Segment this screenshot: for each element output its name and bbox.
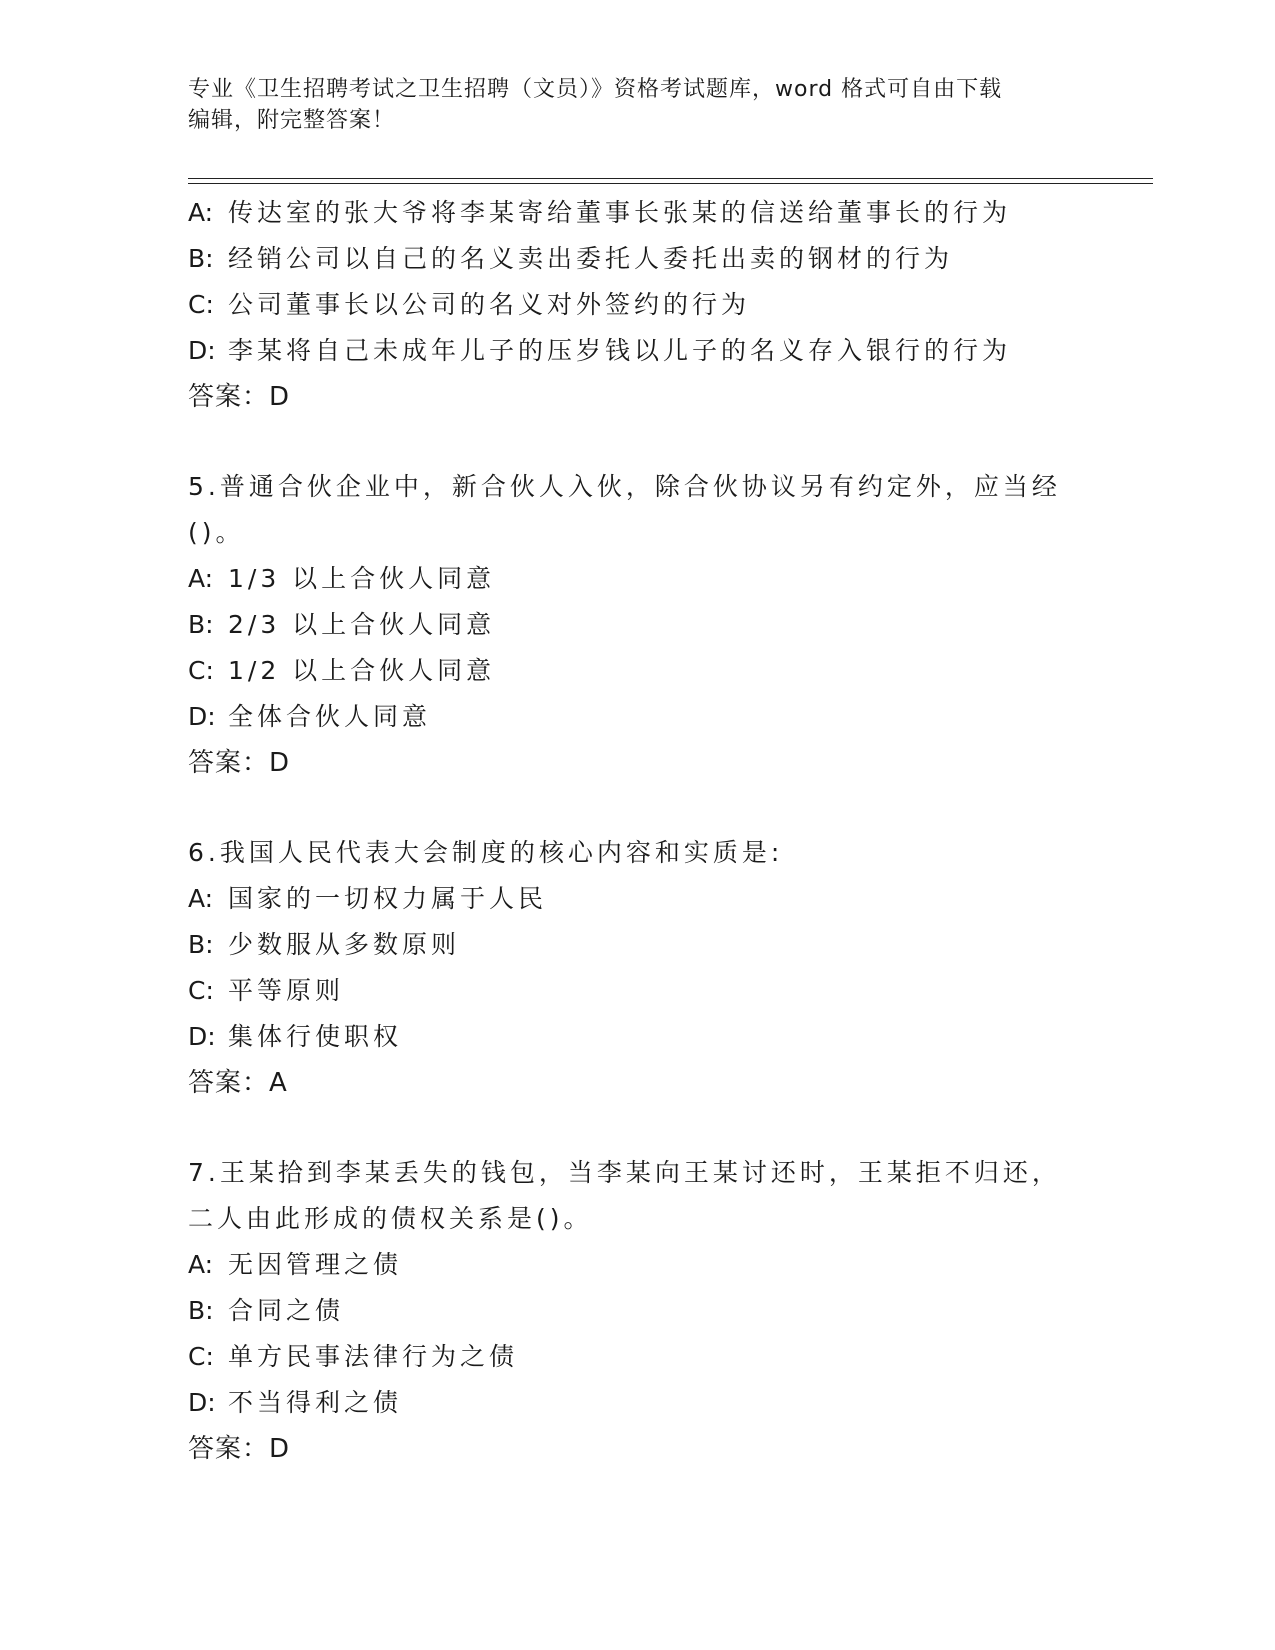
header-divider-top bbox=[188, 178, 1153, 179]
question-6 bbox=[188, 830, 1088, 1106]
option-b bbox=[188, 602, 1088, 648]
option-a bbox=[188, 190, 1088, 236]
option-b bbox=[188, 1288, 1088, 1334]
option-text: 传达室的张大爷将李某寄给董事长张某的信送给董事长的行为 bbox=[228, 198, 1012, 227]
question-5 bbox=[188, 464, 1088, 786]
spacer bbox=[188, 786, 1088, 830]
option-text: 全体合伙人同意 bbox=[228, 702, 432, 731]
option-d bbox=[188, 1380, 1088, 1426]
option-a bbox=[188, 876, 1088, 922]
option-text: 合同之债 bbox=[228, 1296, 345, 1325]
question-text-line-2: 二人由此形成的债权关系是()。 bbox=[188, 1204, 593, 1233]
option-letter: C: bbox=[188, 290, 214, 319]
question-list bbox=[188, 190, 1088, 1472]
option-c bbox=[188, 648, 1088, 694]
option-a bbox=[188, 1242, 1088, 1288]
question-text-line-1: 6.我国人民代表大会制度的核心内容和实质是: bbox=[188, 838, 784, 867]
option-letter: C: bbox=[188, 976, 214, 1005]
option-letter: A: bbox=[188, 1250, 214, 1279]
option-letter: D: bbox=[188, 1388, 216, 1417]
option-letter: C: bbox=[188, 1342, 214, 1371]
option-letter: D: bbox=[188, 1022, 216, 1051]
option-text: 公司董事长以公司的名义对外签约的行为 bbox=[228, 290, 751, 319]
option-d bbox=[188, 328, 1088, 374]
option-text: 李某将自己未成年儿子的压岁钱以儿子的名义存入银行的行为 bbox=[228, 336, 1012, 365]
option-letter: C: bbox=[188, 656, 214, 685]
option-letter: B: bbox=[188, 930, 214, 959]
option-letter: D: bbox=[188, 702, 216, 731]
header-line-1: 专业《卫生招聘考试之卫生招聘（文员）》资格考试题库，word 格式可自由下载 bbox=[188, 77, 1003, 102]
option-d bbox=[188, 694, 1088, 740]
option-c bbox=[188, 282, 1088, 328]
option-letter: A: bbox=[188, 198, 214, 227]
option-text: 1/3 以上合伙人同意 bbox=[228, 564, 496, 593]
question-4 bbox=[188, 190, 1088, 420]
option-letter: A: bbox=[188, 564, 214, 593]
option-d bbox=[188, 1014, 1088, 1060]
option-text: 经销公司以自己的名义卖出委托人委托出卖的钢材的行为 bbox=[228, 244, 954, 273]
spacer bbox=[188, 420, 1088, 464]
option-text: 平等原则 bbox=[228, 976, 345, 1005]
document-header bbox=[188, 74, 1088, 136]
option-text: 1/2 以上合伙人同意 bbox=[228, 656, 496, 685]
answer-line: 答案：D bbox=[188, 748, 291, 778]
option-letter: B: bbox=[188, 244, 214, 273]
option-text: 国家的一切权力属于人民 bbox=[228, 884, 548, 913]
option-letter: B: bbox=[188, 1296, 214, 1325]
option-text: 少数服从多数原则 bbox=[228, 930, 461, 959]
option-text: 2/3 以上合伙人同意 bbox=[228, 610, 496, 639]
option-text: 单方民事法律行为之债 bbox=[228, 1342, 519, 1371]
option-a bbox=[188, 556, 1088, 602]
spacer bbox=[188, 1106, 1088, 1150]
answer-line: 答案：D bbox=[188, 382, 291, 412]
option-text: 集体行使职权 bbox=[228, 1022, 403, 1051]
option-c bbox=[188, 968, 1088, 1014]
option-text: 不当得利之债 bbox=[228, 1388, 403, 1417]
header-line-2: 编辑，附完整答案！ bbox=[188, 108, 396, 133]
option-b bbox=[188, 236, 1088, 282]
option-c bbox=[188, 1334, 1088, 1380]
question-7 bbox=[188, 1150, 1088, 1472]
answer-line: 答案：D bbox=[188, 1434, 291, 1464]
header-divider-bottom bbox=[188, 183, 1153, 184]
question-text-line-1: 7.王某拾到李某丢失的钱包，当李某向王某讨还时，王某拒不归还， bbox=[188, 1158, 1061, 1187]
question-text-line-1: 5.普通合伙企业中，新合伙人入伙，除合伙协议另有约定外，应当经 bbox=[188, 472, 1061, 501]
answer-line: 答案：A bbox=[188, 1068, 288, 1098]
option-letter: D: bbox=[188, 336, 216, 365]
question-text-line-2: ()。 bbox=[188, 518, 245, 547]
option-b bbox=[188, 922, 1088, 968]
option-letter: A: bbox=[188, 884, 214, 913]
option-text: 无因管理之债 bbox=[228, 1250, 403, 1279]
option-letter: B: bbox=[188, 610, 214, 639]
